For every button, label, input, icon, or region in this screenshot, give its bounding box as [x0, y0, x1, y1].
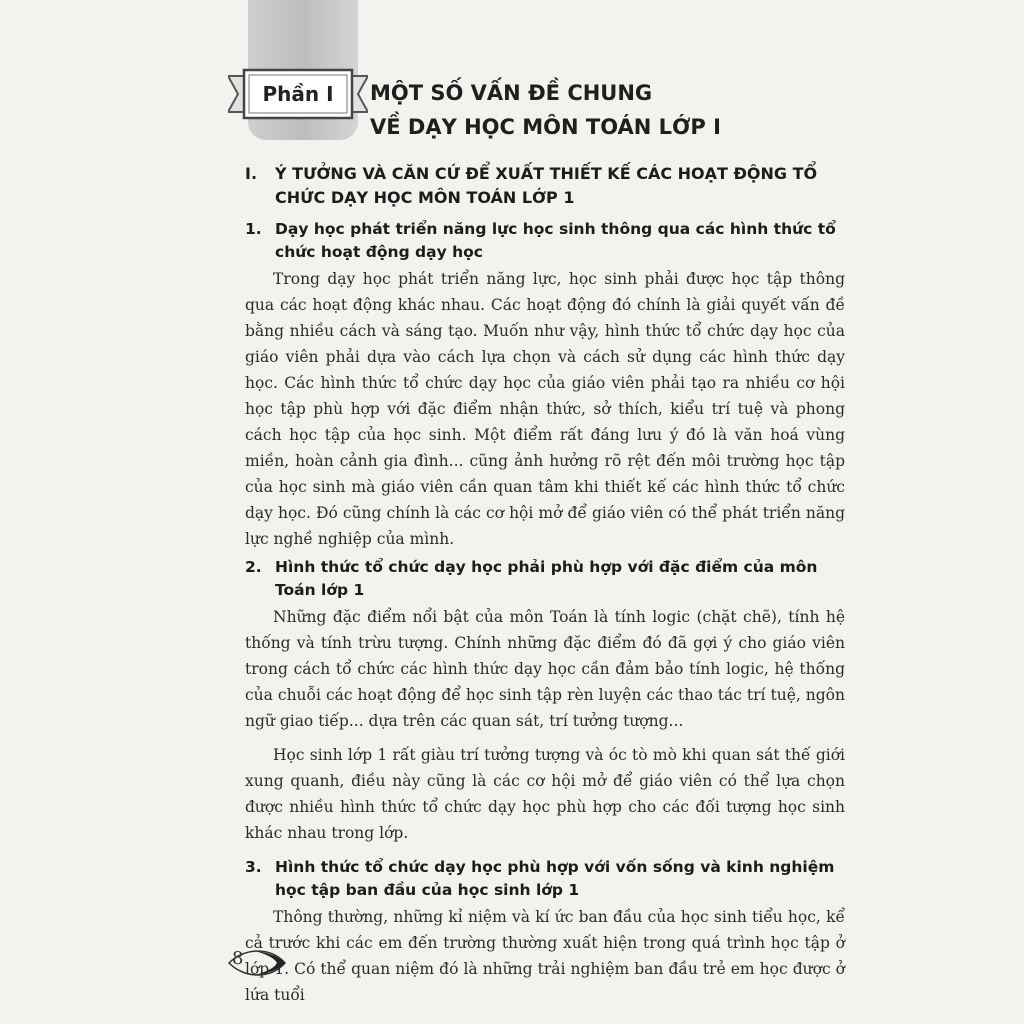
chapter-title	[370, 76, 850, 144]
subsection-heading-3	[245, 856, 845, 902]
section-title: Ý TƯỞNG VÀ CĂN CỨ ĐỂ XUẤT THIẾT KẾ CÁC HOẠT ĐỘNG TỔ CHỨC DẠY HỌC MÔN TOÁN LỚP 1	[275, 164, 818, 207]
subsection-title: Hình thức tổ chức dạy học phải phù hợp với đặc điểm của môn Toán lớp 1	[275, 558, 818, 599]
part-ribbon	[228, 68, 368, 120]
paragraph: Những đặc điểm nổi bật của môn Toán là tính logic (chặt chẽ), tính hệ thống và tính trừu tượng. Chính những đặc điểm đó đã gợi ý cho giáo viên trong cách tổ chức các hình thức dạy học cần đảm bảo tính logic, hệ thống của chuỗi các hoạt động để học sinh tập rèn luyện các thao tác trí tuệ, ngôn ngữ giao tiếp... dựa trên các quan sát, trí tưởng tượng...	[245, 608, 845, 730]
chapter-title-line1: MỘT SỐ VẤN ĐỀ CHUNG	[370, 81, 653, 105]
subsection-title: Dạy học phát triển năng lực học sinh thông qua các hình thức tổ chức hoạt động dạy học	[275, 220, 836, 261]
section-number: I.	[245, 164, 258, 183]
subsection-number: 3.	[245, 858, 262, 876]
subsection-number: 2.	[245, 558, 262, 576]
paragraph: Học sinh lớp 1 rất giàu trí tưởng tượng và óc tò mò khi quan sát thế giới xung quanh, điều này cũng là các cơ hội mở để giáo viên có thể lựa chọn được nhiều hình thức tổ chức dạy học phù hợp cho các đối tượng học sinh khác nhau trong lớp.	[245, 746, 845, 842]
subsection-heading-2	[245, 556, 845, 602]
paragraph: Trong dạy học phát triển năng lực, học sinh phải được học tập thông qua các hoạt động khác nhau. Các hoạt động đó chính là giải quyết vấn đề bằng nhiều cách và sáng tạo. Muốn như vậy, hình thức tổ chức dạy học của giáo viên phải dựa vào cách lựa chọn và cách sử dụng các hình thức dạy học. Các hình thức tổ chức dạy học của giáo viên phải tạo ra nhiều cơ hội học tập phù hợp với đặc điểm nhận thức, sở thích, kiểu trí tuệ và phong cách học tập của học sinh. Một điểm rất đáng lưu ý đó là văn hoá vùng miền, hoàn cảnh gia đình... cũng ảnh hưởng rõ rệt đến môi trường học tập của học sinh mà giáo viên cần quan tâm khi thiết kế các hình thức tổ chức dạy học. Đó cũng chính là các cơ hội mở để giáo viên có thể phát triển năng lực nghề nghiệp của mình.	[245, 270, 845, 548]
subsection-title: Hình thức tổ chức dạy học phù hợp với vốn sống và kinh nghiệm học tập ban đầu của học sinh lớp 1	[275, 858, 835, 899]
paragraph: Thông thường, những kỉ niệm và kí ức ban đầu của học sinh tiểu học, kể cả trước khi các em đến trường thường xuất hiện trong quá trình học tập ở lớp 1. Có thể quan niệm đó là những trải nghiệm ban đầu trẻ em học được ở lứa tuổi	[245, 908, 845, 1004]
subsection-number: 1.	[245, 220, 262, 238]
chapter-title-line2: VỀ DẠY HỌC MÔN TOÁN LỚP I	[370, 115, 721, 139]
page-number: 8	[232, 948, 244, 969]
section-heading	[245, 162, 845, 210]
subsection-heading-1	[245, 218, 845, 264]
part-label: Phần I	[262, 82, 334, 106]
page-content	[245, 162, 845, 1008]
